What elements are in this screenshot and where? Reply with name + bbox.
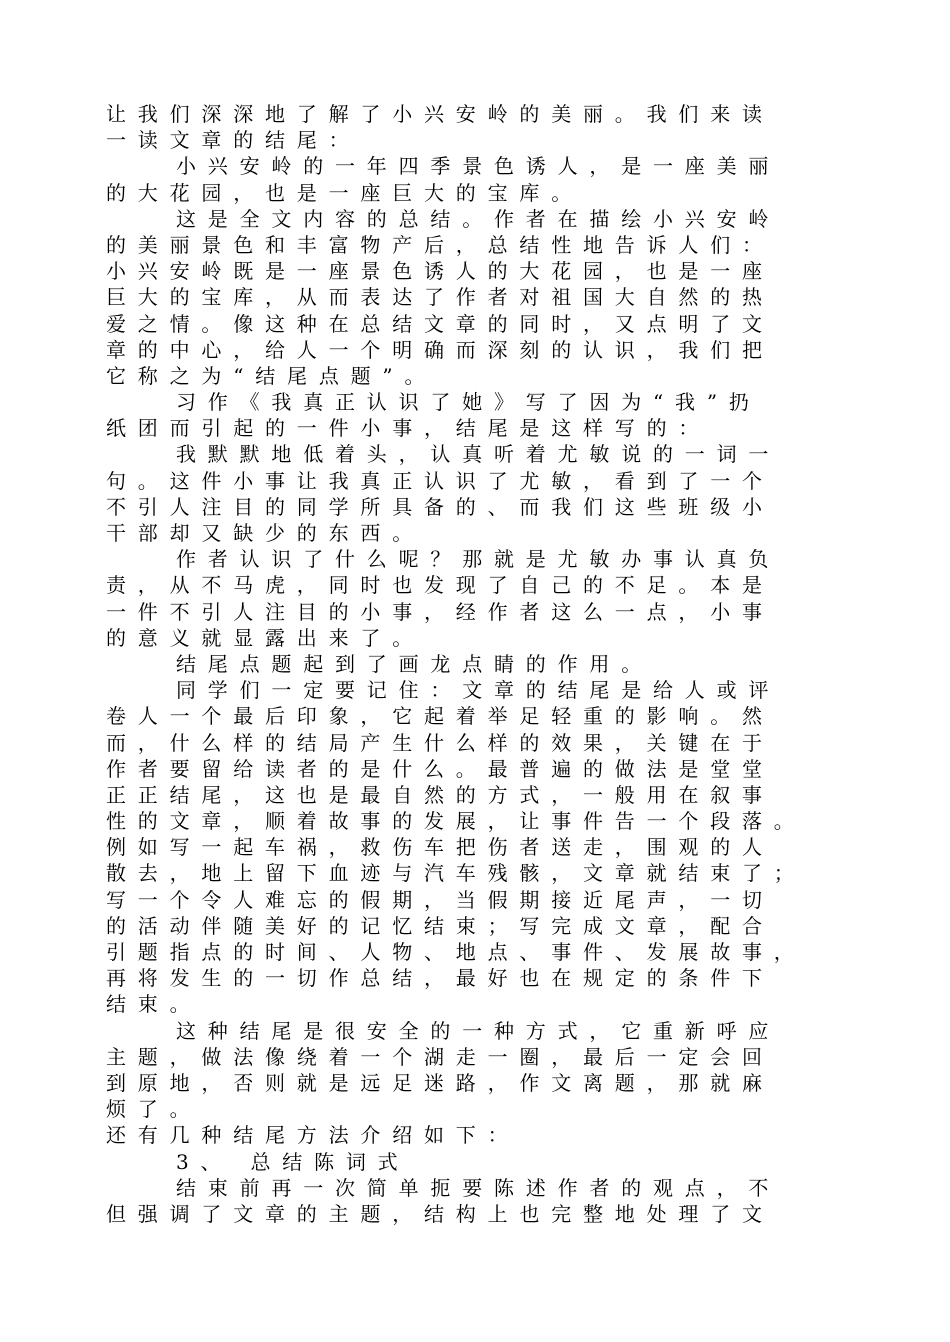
text-line: 散去，地上留下血迹与汽车残骸，文章就结束了；	[106, 861, 806, 886]
text-line: 爱之情。像这种在总结文章的同时，又点明了文	[106, 311, 774, 336]
text-line: 作者认识了什么呢？那就是尤敏办事认真负	[176, 547, 781, 572]
text-line: 的大花园，也是一座巨大的宝库。	[106, 180, 583, 205]
text-line: 还有几种结尾方法介绍如下：	[106, 1123, 520, 1148]
text-line: 而，什么样的结局产生什么样的效果，关键在于	[106, 730, 774, 755]
text-line: 让我们深深地了解了小兴安岭的美丽。我们来读	[106, 102, 774, 126]
text-line: 烦了。	[106, 1097, 202, 1122]
text-line: 到原地，否则就是远足迷路，作文离题，那就麻	[106, 1070, 774, 1095]
text-line: 一读文章的结尾：	[106, 128, 361, 153]
text-line: 3、 总结陈词式	[176, 1149, 410, 1174]
text-line: 但强调了文章的主题，结构上也完整地处理了文	[106, 1201, 774, 1226]
text-line: 例如写一起车祸，救伤车把伤者送走，围观的人	[106, 835, 774, 860]
text-line: 卷人一个最后印象，它起着举足轻重的影响。然	[106, 704, 774, 729]
text-line: 责，从不马虎，同时也发现了自己的不足。本是	[106, 573, 774, 598]
text-line: 句。这件小事让我真正认识了尤敏，看到了一个	[106, 468, 774, 493]
text-line: 结束。	[106, 992, 202, 1017]
text-line: 这种结尾是很安全的一种方式，它重新呼应	[176, 1018, 781, 1043]
text-line: 一件不引人注目的小事，经作者这么一点，小事	[106, 599, 774, 624]
text-line: 小兴安岭既是一座景色诱人的大花园，也是一座	[106, 259, 774, 284]
text-line: 性的文章，顺着故事的发展，让事件告一个段落。	[106, 809, 806, 834]
text-line: 引题指点的时间、人物、地点、事件、发展故事，	[106, 940, 806, 964]
text-line: 章的中心，给人一个明确而深刻的认识，我们把	[106, 337, 774, 362]
text-line: 纸团而引起的一件小事，结尾是这样写的：	[106, 416, 711, 441]
text-line: 小兴安岭的一年四季景色诱人，是一座美丽	[176, 154, 781, 179]
text-line: 再将发生的一切作总结，最好也在规定的条件下	[106, 966, 774, 991]
text-line: 同学们一定要记住：文章的结尾是给人或评	[176, 678, 781, 703]
text-line: 巨大的宝库，从而表达了作者对祖国大自然的热	[106, 285, 774, 310]
text-line: 这是全文内容的总结。作者在描绘小兴安岭	[176, 206, 781, 231]
text-line: 它称之为“结尾点题”。	[106, 363, 437, 388]
text-line: 正正结尾，这也是最自然的方式，一般用在叙事	[106, 782, 774, 807]
text-line: 干部却又缺少的东西。	[106, 521, 424, 545]
text-line: 主题，做法像绕着一个湖走一圈，最后一定会回	[106, 1044, 774, 1069]
text-line: 习作《我真正认识了她》写了因为“我”扔	[176, 390, 761, 415]
text-line: 写一个令人难忘的假期，当假期接近尾声，一切	[106, 887, 774, 912]
article-body	[106, 101, 846, 1227]
text-line: 的意义就显露出来了。	[106, 625, 424, 650]
text-line: 结尾点题起到了画龙点睛的作用。	[176, 651, 653, 676]
text-line: 不引人注目的同学所具备的、而我们这些班级小	[106, 494, 774, 519]
text-line: 结束前再一次简单扼要陈述作者的观点，不	[176, 1175, 781, 1200]
text-line: 的美丽景色和丰富物产后，总结性地告诉人们：	[106, 232, 774, 257]
text-line: 我默默地低着头，认真听着尤敏说的一词一	[176, 442, 781, 467]
text-line: 的活动伴随美好的记忆结束；写完成文章，配合	[106, 913, 774, 938]
text-line: 作者要留给读者的是什么。最普遍的做法是堂堂	[106, 756, 774, 781]
